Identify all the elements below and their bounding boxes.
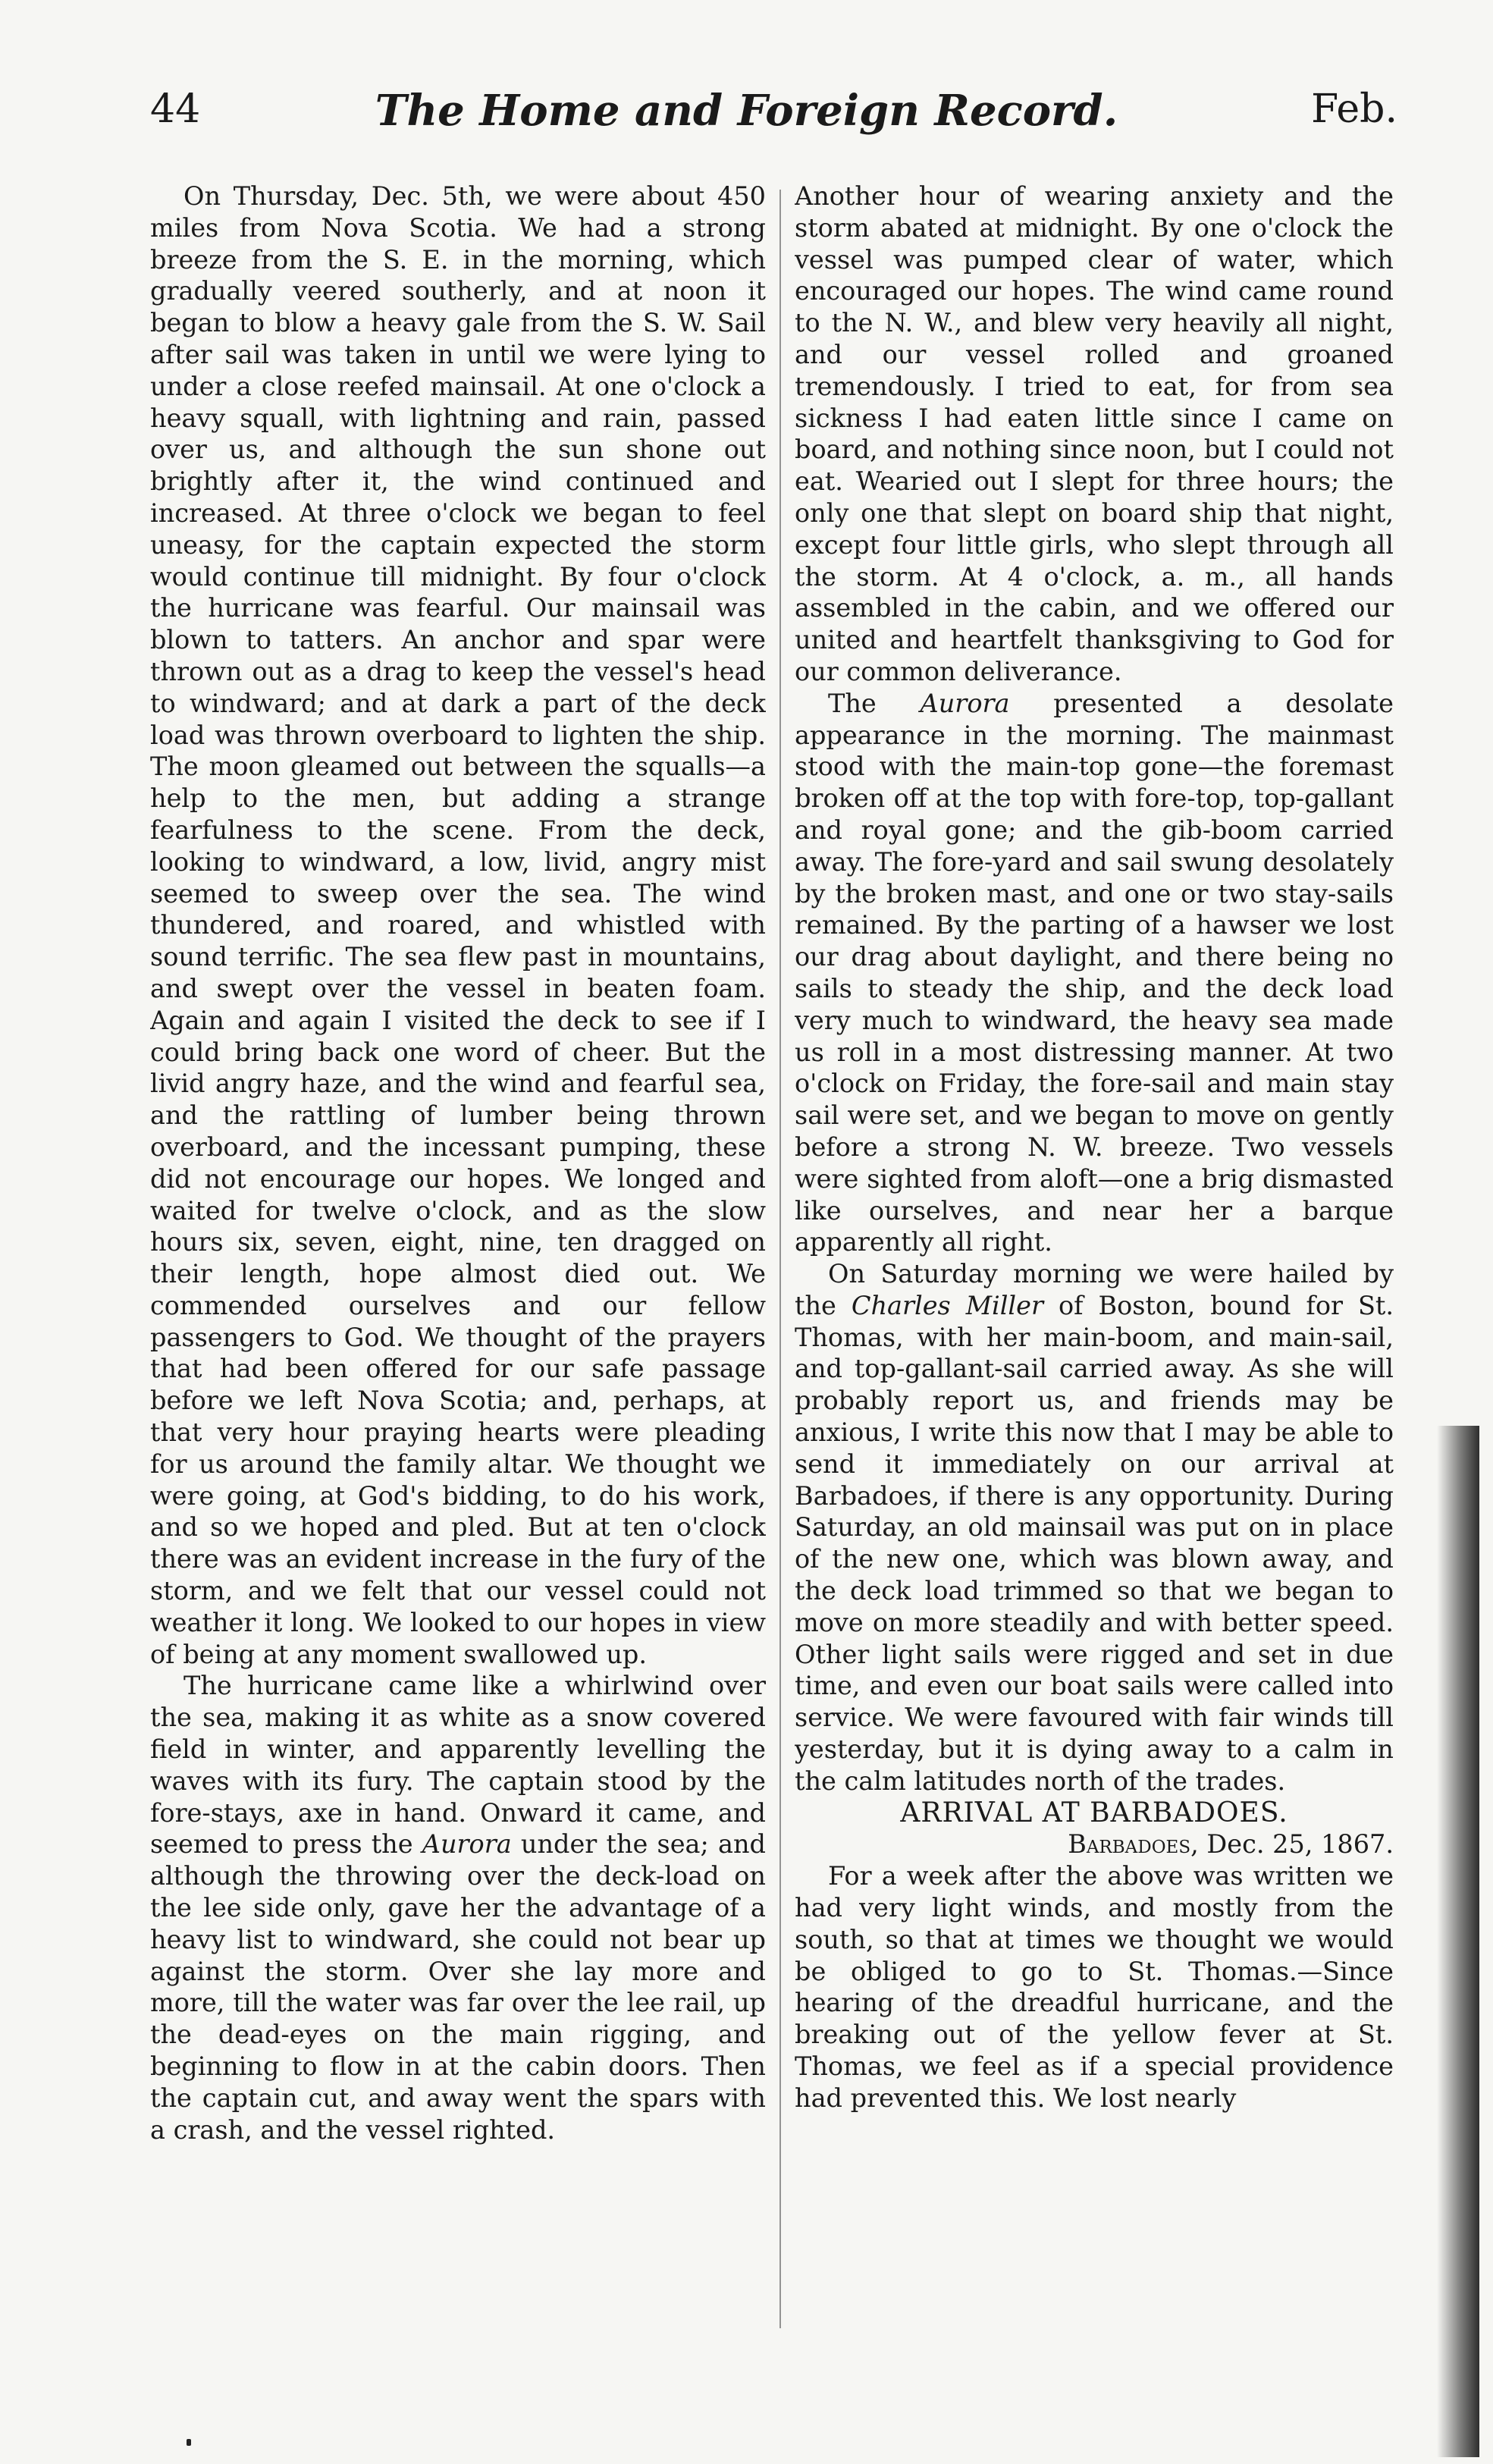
page-edge-shadow [1437, 1426, 1479, 2457]
ship-name: Aurora [920, 688, 1010, 718]
text-run: presented a desolate appearance in the morning. The mainmast stood with the main-top gone—the foremast broken off at the top with fore-top, top-gallant and royal gone; and the gib-boom carried away. The fore-yard and sail swung desolately by the broken mast, and one or two stay-sails remained. By the parting of a hawser we lost our drag about daylight, and there being no sails to steady the ship, and the deck load very much to windward, the heavy sea made us roll in a most distressing manner. At two o'clock on Friday, the fore-sail and main stay sail were set, and we began to move on gently before a strong N. W. breeze. Two vessels were sighted from aloft—one a brig dismasted like ourselves, and near her a barque apparently all right. [795, 688, 1394, 1257]
paragraph: On Thursday, Dec. 5th, we were about 450 miles from Nova Scotia. We had a strong breeze from the S. E. in the morning, which gradually veered southerly, and at noon it began to blow a heavy gale from the S. W. Sail after sail was taken in until we were lying to under a close reefed mainsail. At one o'clock a heavy squall, with lightning and rain, passed over us, and although the sun shone out brightly after it, the wind continued and increased. At three o'clock we began to feel uneasy, for the captain expected the storm would continue till midnight. By four o'clock the hurricane was fearful. Our mainsail was blown to tatters. An anchor and spar were thrown out as a drag to keep the vessel's head to windward; and at dark a part of the deck load was thrown overboard to lighten the ship. The moon gleamed out between the squalls—a help to the men, but adding a strange fearfulness to the scene. From the deck, looking to windward, a low, livid, angry mist seemed to sweep over the sea. The wind thundered, and roared, and whistled with sound terrific. The sea flew past in mountains, and swept over the vessel in beaten foam. Again and again I visited the deck to see if I could bring back one word of cheer. But the livid angry haze, and the wind and fearful sea, and the rattling of lumber being thrown overboard, and the incessant pumping, these did not encourage our hopes. We longed and waited for twelve o'clock, and as the slow hours six, seven, eight, nine, ten dragged on their length, hope almost died out. We commended ourselves and our fellow passengers to God. We thought of the prayers that had been offered for our safe passage before we left Nova Scotia; and, perhaps, at that very hour praying hearts were pleading for us around the family altar. We thought we were going, at God's bidding, to do his work, and so we hoped and pled. But at ten o'clock there was an evident increase in the fury of the storm, and we felt that our vessel could not weather it long. We looked to our hopes in view of being at any moment swallowed up. [150, 181, 766, 1669]
column-divider [779, 190, 781, 2328]
section-heading: ARRIVAL AT BARBADOES. [900, 1797, 1288, 1828]
text-run: The [828, 688, 921, 718]
paragraph [795, 1258, 1394, 1797]
text-run: of Boston, bound for St. Thomas, with her main-boom, and main-sail, and top-gallant-sail carried away. As she will probably report us, and friends may be anxious, I write this now that I may be able to send it immediately on our arrival at Barbadoes, if there is any opportunity. During Saturday, an old mainsail was put on in place of the new one, which was blown away, and the deck load trimmed so that we began to move on more steadily and with better speed. Other light sails were rigged and set in due time, and even our boat sails were called into service. We were favoured with fair winds till yesterday, but it is dying away to a calm in the calm latitudes north of the trades. [795, 1290, 1394, 1796]
ship-name: Aurora [422, 1829, 512, 1860]
paragraph: For a week after the above was written we had very light winds, and mostly from the south, so that at times we thought we would be obliged to go to St. Thomas.—Since hearing of the dreadful hurricane, and the breaking out of the yellow fever at St. Thomas, we feel as if a special providence had prevented this. We lost nearly [795, 1861, 1394, 2113]
text-run: On Saturday morning we were hailed by the [795, 1259, 1394, 1320]
dateline-date: Dec. 25, 1867. [1198, 1829, 1394, 1860]
text-run: The hurricane came like a whirlwind over the sea, making it as white as a snow covered field in winter, and apparently levelling the waves with its fury. The captain stood by the fore-stays, axe in hand. Onward it came, and seemed to press the [150, 1671, 766, 1860]
left-column [150, 180, 766, 2349]
page-number: 44 [150, 86, 201, 132]
paragraph: Another hour of wearing anxiety and the storm abated at midnight. By one o'clock the vessel was pumped clear of water, which encouraged our hopes. The wind came round to the N. W., and blew very heavily all night, and our vessel rolled and groaned tremendously. I tried to eat, for from sea sickness I had eaten little since I came on board, and nothing since noon, but I could not eat. Wearied out I slept for three hours; the only one that slept on board ship that night, except four little girls, who slept through all the storm. At 4 o'clock, a. m., all hands assembled in the cabin, and we offered our united and heartfelt thanksgiving to God for our common deliverance. [795, 181, 1394, 686]
dateline-place: Barbadoes, [1068, 1829, 1199, 1860]
page-month: Feb. [1311, 86, 1397, 132]
ink-speck [187, 2439, 191, 2446]
running-title: The Home and Foreign Record. [375, 86, 1118, 136]
paragraph [150, 1670, 766, 2145]
paragraph [795, 688, 1394, 1258]
ship-name: Charles Miller [851, 1290, 1043, 1320]
text-run: under the sea; and although the throwing over the deck-load on the lee side only, gave her the advantage of a heavy list to windward, she could not bear up against the storm. Over she lay more and more, till the water was far over the lee rail, up the dead-eyes on the main rigging, and beginning to flow in at the cabin doors. Then the captain cut, and away went the spars with a crash, and the vessel righted. [150, 1829, 766, 2145]
dateline [795, 1828, 1394, 1860]
right-column [795, 180, 1394, 2349]
